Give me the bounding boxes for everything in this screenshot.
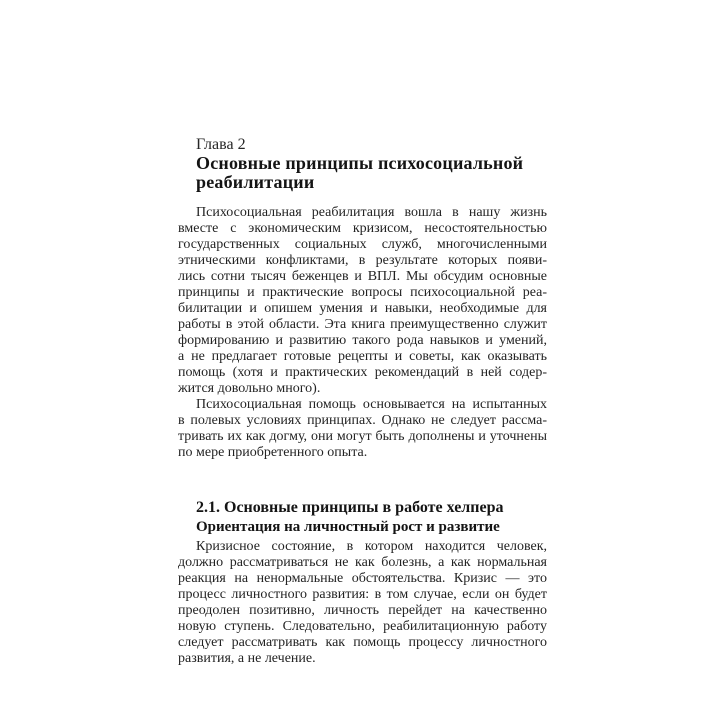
text-line: формированию и развитию такого рода навыков и умений, [178,333,547,348]
chapter-title [196,154,547,191]
text-line: должно рассматриваться не как болезнь, а как нормальная [178,555,547,570]
text-line: вместе с экономическим кризисом, несостоятельностью [178,221,547,236]
text-line: билитации и опишем умения и навыки, необходимые для [178,301,547,316]
text-line: реабилитации [196,171,315,192]
text-line: Кризисное состояние, в котором находится человек, [196,539,547,554]
section-heading: 2.1. Основные принципы в работе хелпера [196,499,504,516]
text-line: жится довольно много). [178,381,321,396]
text-line: Основные принципы психосоциальной [196,153,524,173]
text-line: реакция на ненормальные обстоятельства. Кризис — это [178,571,547,586]
chapter-label: Глава 2 [196,136,246,153]
text-line: развития, а не лечение. [178,651,316,666]
text-line: тривать их как догму, они могут быть дополнены и уточнены [178,429,547,444]
text-line: принципы и практические вопросы психосоциальной реа- [178,285,547,300]
text-line: лись сотни тысяч беженцев и ВПЛ. Мы обсудим основные [178,269,547,284]
text-line: работы в этой области. Эта книга преимущественно служит [178,317,547,332]
section-subheading: Ориентация на личностный рост и развитие [196,519,500,535]
text-line: этническими конфликтами, в результате которых появи- [178,253,547,268]
text-line: по мере приобретенного опыта. [178,445,368,460]
text-line: Психосоциальная помощь основывается на испытанных [196,397,547,412]
paragraph-1 [178,205,547,397]
text-line: преодолен позитивно, личность перейдет на качественно [178,603,547,618]
paragraph-3 [178,539,547,667]
text-line: государственных социальных служб, многочисленными [178,237,547,252]
text-line: новую ступень. Следовательно, реабилитационную работу [178,619,547,634]
text-line: в полевых условиях принципах. Однако не следует рассма- [178,413,547,428]
text-line: следует рассматривать как помощь процессу личностного [178,635,547,650]
text-block [178,136,547,667]
text-line: помощь (хотя и практических рекомендаций в ней содер- [178,365,547,380]
text-line: а не предлагает готовые рецепты и советы, как оказывать [178,349,547,364]
paragraph-2 [178,397,547,461]
text-line: процесс личностного развития: в том случае, если он будет [178,587,547,602]
text-line: Психосоциальная реабилитация вошла в нашу жизнь [196,205,547,220]
